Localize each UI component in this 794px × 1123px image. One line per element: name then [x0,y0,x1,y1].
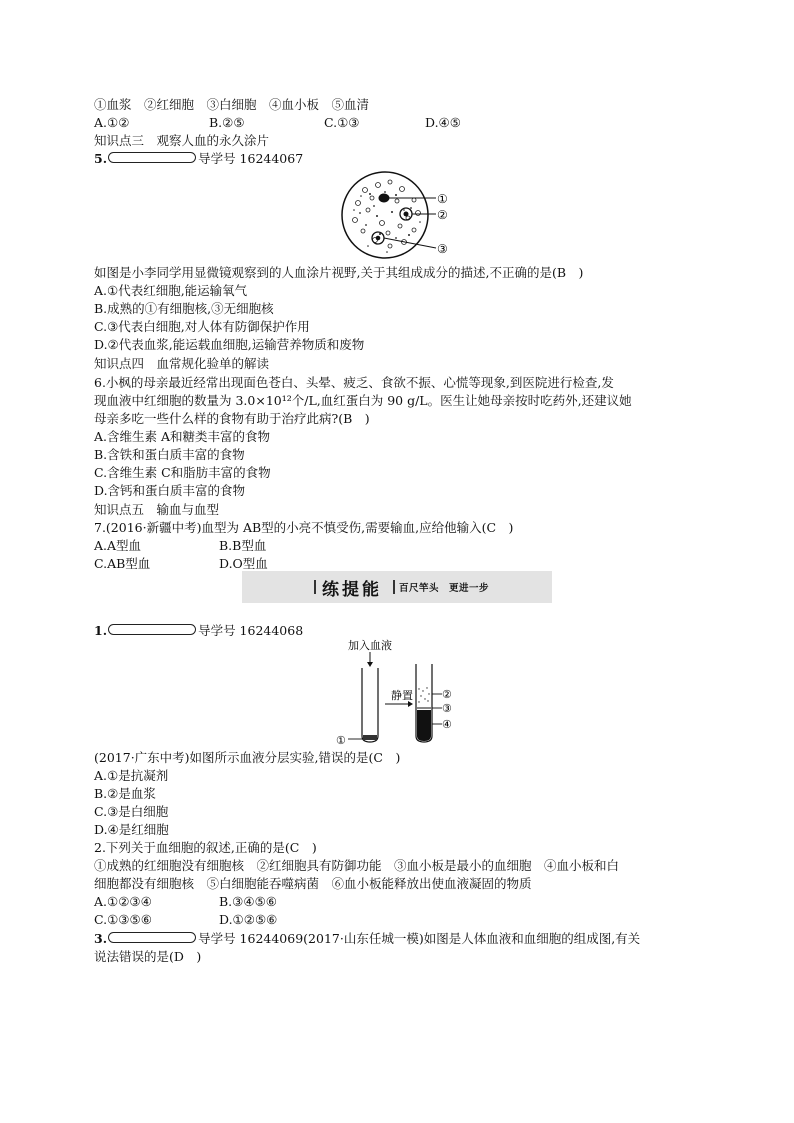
q5-header [94,150,303,167]
p2-option-c: C.①③⑤⑥ [94,912,152,927]
q4-option-b: B.②⑤ [209,115,245,130]
p1-stem: (2017·广东中考)如图所示血液分层实验,错误的是(C ) [94,750,401,765]
p2-stem: 2.下列关于血细胞的叙述,正确的是(C ) [94,840,317,855]
fig-label-add-blood: 加入血液 [348,639,392,652]
q6-option-a: A.含维生素 A和糖类丰富的食物 [94,429,271,444]
p2-option-a: A.①②③④ [94,894,152,909]
q4-option-d: D.④⑤ [425,115,461,130]
q6-option-c: C.含维生素 C和脂肪丰富的食物 [94,465,271,480]
answer-blank [108,152,196,163]
p3-guide-number: 导学号 16244069(2017·山东任城一模)如图是人体血液和血细胞的组成图,有关 [198,931,641,946]
q6-stem-line-1: 6.小枫的母亲最近经常出现面色苍白、头晕、疲乏、食欲不振、心慌等现象,到医院进行检查,发 [94,375,614,390]
q7-option-a: A.A型血 [94,538,142,553]
p1-option-b: B.②是血浆 [94,786,156,801]
smear-field-circle [342,172,428,258]
q6-option-d: D.含钙和蛋白质丰富的食物 [94,483,246,498]
p1-option-a: A.①是抗凝剂 [94,768,169,783]
answer-blank [108,624,196,635]
tube-label-3: ③ [442,702,452,715]
q5-option-b: B.成熟的①有细胞核,③无细胞核 [94,301,274,316]
q4-option-c: C.①③ [324,115,360,130]
q7-option-c: C.AB型血 [94,556,151,571]
smear-label-1: ① [437,192,448,206]
q4-option-a: A.①② [94,115,130,130]
q7-option-b: B.B型血 [219,538,267,553]
banner-divider [393,580,395,594]
banner-subtitle: 百尺竿头 更进一步 [399,583,490,594]
q7-stem: 7.(2016·新疆中考)血型为 AB型的小亮不慎受伤,需要输血,应给他输入(C ) [94,520,514,535]
q5-stem: 如图是小李同学用显微镜观察到的人血涂片视野,关于其组成成分的描述,不正确的是(B ) [94,265,584,280]
q7-option-d: D.O型血 [219,556,268,571]
q4-items: ①血浆 ②红细胞 ③白细胞 ④血小板 ⑤血清 [94,97,370,112]
q5-number: 5. [94,151,108,166]
p3-stem-line-2: 说法错误的是(D ) [94,949,202,964]
answer-blank [108,932,196,943]
tube-label-2: ② [442,688,452,701]
blood-layering-figure [330,636,480,748]
q6-option-b: B.含铁和蛋白质丰富的食物 [94,447,245,462]
smear-label-2: ② [437,208,448,222]
p1-header [94,622,303,639]
section-5-heading: 知识点五 输血与血型 [94,502,220,517]
tube-label-4: ④ [442,718,452,731]
tube-left [362,668,378,742]
banner-title: 练提能 [322,580,382,600]
q5-option-a: A.①代表红细胞,能运输氧气 [94,283,248,298]
banner-divider [314,580,316,594]
q5-option-c: C.③代表白细胞,对人体有防御保护作用 [94,319,310,334]
p2-statements-line-1: ①成熟的红细胞没有细胞核 ②红细胞具有防御功能 ③血小板是最小的血细胞 ④血小板和白 [94,858,620,873]
q5-guide-number: 导学号 16244067 [198,151,304,166]
p1-option-c: C.③是白细胞 [94,804,169,819]
q5-option-d: D.②代表血浆,能运载血细胞,运输营养物质和废物 [94,337,365,352]
tube-label-1: ① [336,734,346,747]
q6-stem-line-3: 母亲多吃一些什么样的食物有助于治疗此病?(B ) [94,411,370,426]
p1-number: 1. [94,623,108,638]
p3-number: 3. [94,931,108,946]
p3-header [94,930,640,947]
p2-statements-line-2: 细胞都没有细胞核 ⑤白细胞能吞噬病菌 ⑥血小板能释放出使血液凝固的物质 [94,876,532,891]
section-4-heading: 知识点四 血常规化验单的解读 [94,356,270,371]
p1-option-d: D.④是红细胞 [94,822,169,837]
fig-label-settle: 静置 [391,689,413,702]
smear-label-3: ③ [437,242,448,256]
blood-smear-figure [330,168,470,264]
practice-section-banner [242,571,552,603]
p2-option-d: D.①②⑤⑥ [219,912,278,927]
q6-stem-line-2: 现血液中红细胞的数量为 3.0×10¹²个/L,血红蛋白为 90 g/L。医生让她母亲按时吃药外,还建议她 [94,393,632,408]
p1-guide-number: 导学号 16244068 [198,623,304,638]
p2-option-b: B.③④⑤⑥ [219,894,277,909]
section-3-heading: 知识点三 观察人血的永久涂片 [94,133,270,148]
